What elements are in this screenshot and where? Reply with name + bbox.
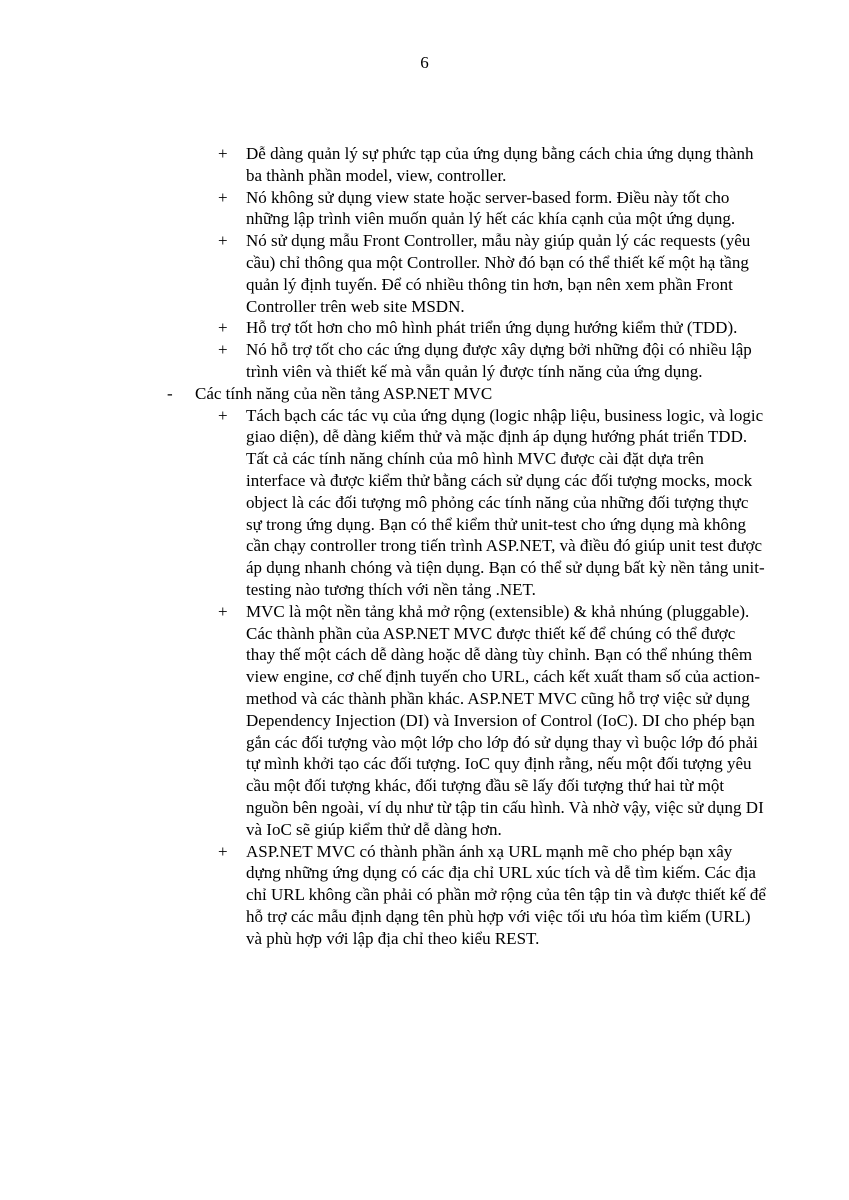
- features-list: [0, 405, 849, 950]
- plus-bullet: +: [218, 601, 228, 621]
- list-item-text: Tách bạch các tác vụ của ứng dụng (logic nhập liệu, business logic, và logic giao diện), dễ dàng kiểm thử và mặc định áp dụng hướng phát triển TDD. Tất cả các tính năng chính của mô hình MVC được cài đặt dựa trên interface và được kiểm thử bằng cách sử dụng các đối tượng mocks, mock object là các đối tượng mô phỏng các tính năng của những đối tượng thực sự trong ứng dụng. Bạn có thể kiểm thử unit-test cho ứng dụng mà không cần chạy controller trong tiến trình ASP.NET, và điều đó giúp unit test được áp dụng nhanh chóng và tiện dụng. Bạn có thể sử dụng bất kỳ nền tảng unit-testing nào tương thích với nền tảng .NET.: [246, 405, 765, 599]
- list-item: [218, 143, 766, 187]
- list-item: [218, 230, 766, 317]
- list-item: [218, 339, 766, 383]
- list-item: [218, 601, 766, 841]
- document-body: [0, 143, 849, 949]
- plus-bullet: +: [218, 340, 228, 360]
- dash-bullet: -: [167, 383, 173, 403]
- list-item-text: Nó không sử dụng view state hoặc server-based form. Điều này tốt cho những lập trình viên muốn quản lý hết các khía cạnh của một ứng dụng.: [246, 187, 736, 229]
- list-item: [218, 187, 766, 231]
- section-heading-text: Các tính năng của nền tảng ASP.NET MVC: [195, 383, 493, 403]
- plus-bullet: +: [218, 231, 228, 251]
- plus-bullet: +: [218, 144, 228, 163]
- plus-bullet: +: [218, 841, 228, 861]
- list-item-text: Nó hỗ trợ tốt cho các ứng dụng được xây dựng bởi những đội có nhiều lập trình viên và thiết kế mà vẫn quản lý được tính năng của ứng dụng.: [246, 340, 752, 381]
- section-heading: [167, 383, 755, 405]
- list-item-text: Dễ dàng quản lý sự phức tạp của ứng dụng bằng cách chia ứng dụng thành ba thành phần model, view, controller.: [246, 144, 754, 185]
- list-item-text: Hỗ trợ tốt hơn cho mô hình phát triển ứng dụng hướng kiểm thử (TDD).: [246, 318, 738, 338]
- page-number: 6: [420, 53, 429, 72]
- list-item: [218, 841, 766, 950]
- list-item: [218, 317, 766, 339]
- list-item-text: MVC là một nền tảng khả mở rộng (extensible) & khả nhúng (pluggable). Các thành phần của ASP.NET MVC được thiết kế để chúng có thể được thay thế một cách dễ dàng hoặc dễ dàng tùy chỉnh. Bạn có thể nhúng thêm view engine, cơ chế định tuyến cho URL, cách kết xuất tham số của action-method và các thành phần khác. ASP.NET MVC cũng hỗ trợ việc sử dụng Dependency Injection (DI) và Inversion of Control (IoC). DI cho phép bạn gắn các đối tượng vào một lớp cho lớp đó sử dụng thay vì buộc lớp đó phải tự mình khởi tạo các đối tượng. IoC quy định rằng, nếu một đối tượng yêu cầu một đối tượng khác, đối tượng đầu sẽ lấy đối tượng thứ hai từ một nguồn bên ngoài, ví dụ như từ tập tin cấu hình. Và nhờ vậy, việc sử dụng DI và IoC sẽ giúp kiểm thử dễ dàng hơn.: [246, 601, 764, 839]
- list-item-text: Nó sử dụng mẫu Front Controller, mẫu này giúp quản lý các requests (yêu cầu) chỉ thông qua một Controller. Nhờ đó bạn có thể thiết kế một hạ tầng quản lý định tuyến. Để có nhiều thông tin hơn, bạn nên xem phần Front Controller trên web site MSDN.: [246, 231, 751, 316]
- advantages-list: [0, 143, 849, 383]
- plus-bullet: +: [218, 405, 228, 425]
- list-item: [218, 405, 766, 601]
- plus-bullet: +: [218, 187, 228, 207]
- plus-bullet: +: [218, 318, 228, 338]
- list-item-text: ASP.NET MVC có thành phần ánh xạ URL mạnh mẽ cho phép bạn xây dựng những ứng dụng có các địa chỉ URL xúc tích và dễ tìm kiếm. Các địa chỉ URL không cần phải có phần mở rộng của tên tập tin và được thiết kế để hỗ trợ các mẫu định dạng tên phù hợp với việc tối ưu hóa tìm kiếm (URL) và phù hợp với lập địa chỉ theo kiểu REST.: [246, 841, 766, 948]
